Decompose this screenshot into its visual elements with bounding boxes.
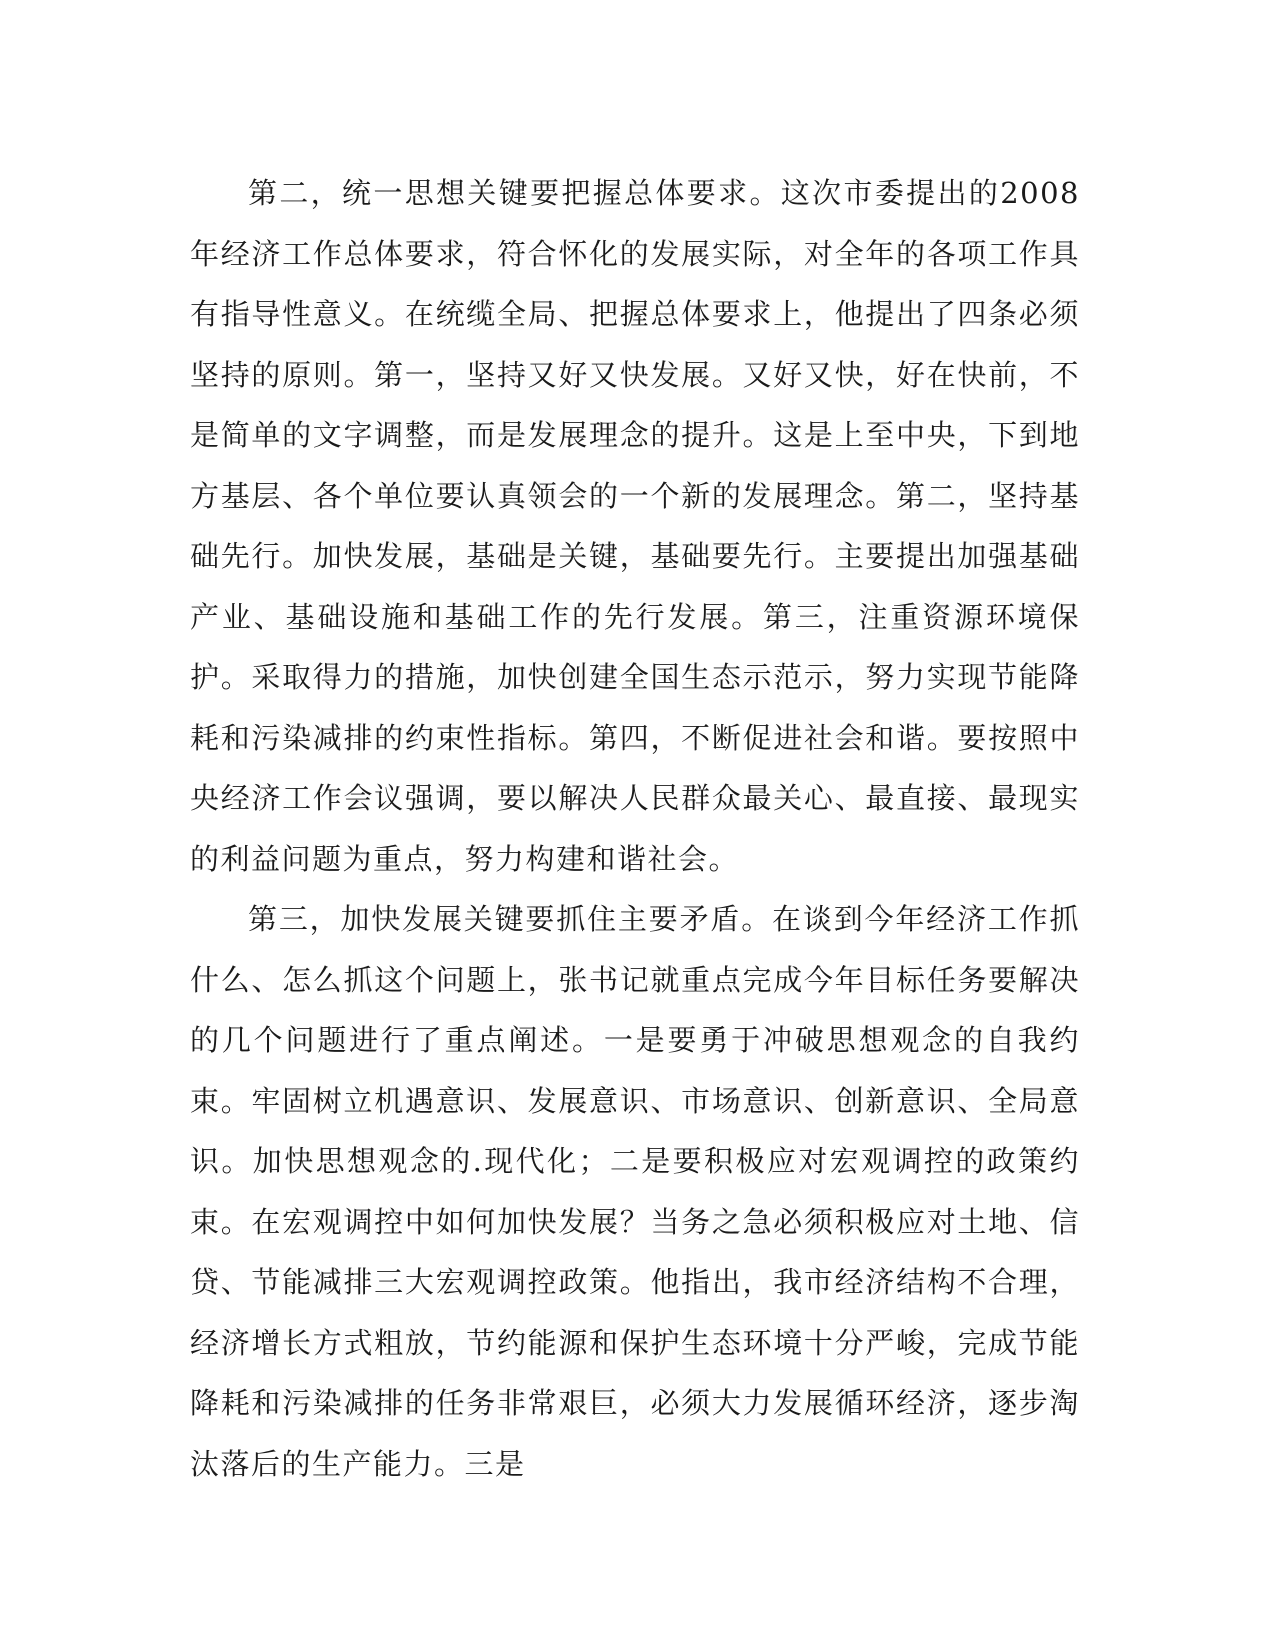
paragraph-2: 第三，加快发展关键要抓住主要矛盾。在谈到今年经济工作抓什么、怎么抓这个问题上，张书记就重点完成今年目标任务要解决的几个问题进行了重点阐述。一是要勇于冲破思想观念的自我约束。牢固树立机遇意识、发展意识、市场意识、创新意识、全局意识。加快思想观念的.现代化；二是要积极应对宏观调控的政策约束。在宏观调控中如何加快发展？当务之急必须积极应对土地、信贷、节能减排三大宏观调控政策。他指出，我市经济结构不合理，经济增长方式粗放，节约能源和保护生态环境十分严峻，完成节能降耗和污染减排的任务非常艰巨，必须大力发展循环经济，逐步淘汰落后的生产能力。三是 [190, 902, 1080, 1481]
body-text [190, 163, 1080, 1494]
paragraph-1: 第二，统一思想关键要把握总体要求。这次市委提出的2008年经济工作总体要求，符合怀化的发展实际，对全年的各项工作具有指导性意义。在统缆全局、把握总体要求上，他提出了四条必须坚持的原则。第一，坚持又好又快发展。又好又快，好在快前，不是简单的文字调整，而是发展理念的提升。这是上至中央，下到地方基层、各个单位要认真领会的一个新的发展理念。第二，坚持基础先行。加快发展，基础是关键，基础要先行。主要提出加强基础产业、基础设施和基础工作的先行发展。第三，注重资源环境保护。采取得力的措施，加快创建全国生态示范示，努力实现节能降耗和污染减排的约束性指标。第四，不断促进社会和谐。要按照中央经济工作会议强调，要以解决人民群众最关心、最直接、最现实的利益问题为重点，努力构建和谐社会。 [190, 176, 1080, 876]
